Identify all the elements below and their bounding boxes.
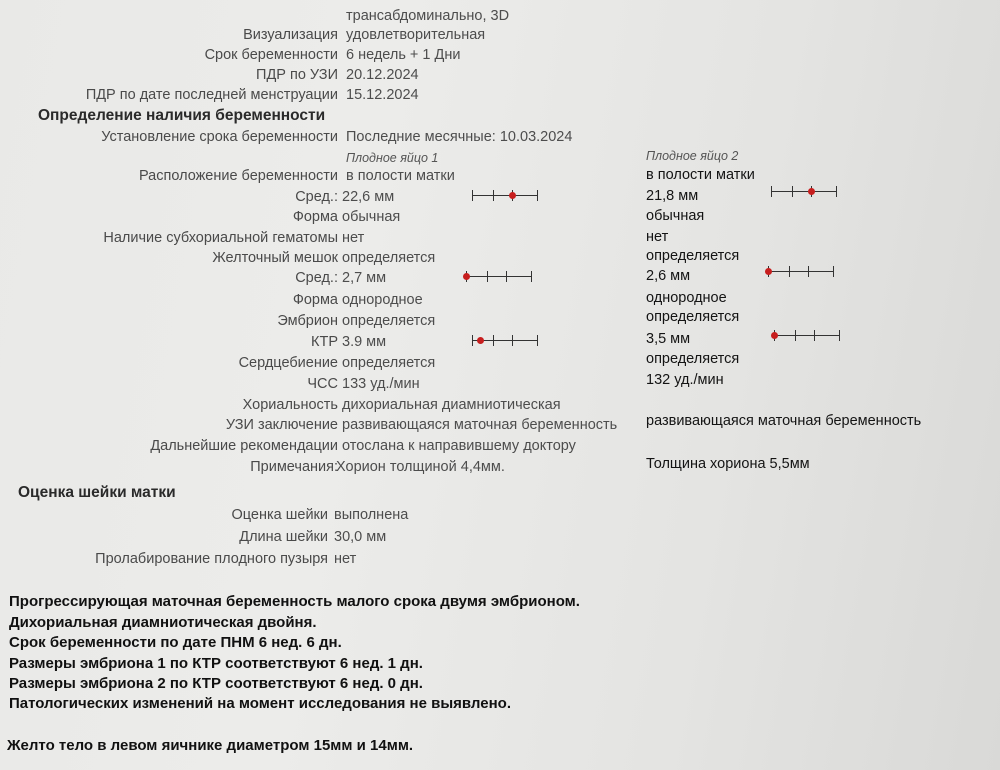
scale-tick	[531, 271, 532, 282]
edd-us-value: 20.12.2024	[346, 67, 419, 83]
chorionicity-value: дихориальная диамниотическая	[342, 397, 561, 413]
sac2-crl-scale	[774, 329, 840, 343]
sac2-hematoma: нет	[646, 229, 669, 245]
sac2-embryo: определяется	[646, 309, 740, 325]
conclusion-line: Прогрессирующая маточная беременность малого срока двумя эмбрионом.	[9, 593, 580, 610]
yolk-shape-label: Форма	[292, 292, 338, 308]
us-conclusion-label: УЗИ заключение	[225, 417, 338, 433]
col1-heading: Плодное яйцо 1	[346, 151, 439, 165]
scale-marker-dot	[509, 192, 516, 199]
scale-tick	[487, 271, 488, 282]
chorionicity-label: Хориальность	[242, 397, 338, 413]
sac2-notes: Толщина хориона 5,5мм	[646, 456, 810, 472]
sac1-avg: 22,6 мм	[342, 189, 395, 205]
recommend-value: отослана к направившему доктору	[342, 438, 576, 454]
scale-axis	[768, 271, 834, 272]
scale-tick	[493, 335, 494, 346]
cervix-length-label: Длина шейки	[239, 529, 328, 545]
sac1-hr: 133 уд./мин	[342, 376, 420, 392]
scale-marker-dot	[808, 188, 815, 195]
sac1-location: в полости матки	[346, 168, 455, 184]
term-value: 6 недель + 1 Дни	[346, 47, 461, 63]
visualization-value: удовлетворительная	[346, 27, 486, 43]
sac1-crl: 3.9 мм	[342, 334, 387, 350]
term-method-value: Последние месячные: 10.03.2024	[346, 129, 573, 145]
scale-tick	[493, 190, 494, 201]
sac1-notes: Хорион толщиной 4,4мм.	[336, 459, 505, 475]
cervix-heading: Оценка шейки матки	[18, 484, 176, 501]
scale-tick	[836, 186, 837, 197]
edd-lmp-value: 15.12.2024	[346, 87, 419, 103]
sac2-shape: обычная	[646, 208, 705, 224]
sac2-yolk-avg: 2,6 мм	[646, 268, 691, 284]
crl-label: КТР	[311, 334, 338, 350]
sac2-avg: 21,8 мм	[646, 188, 699, 204]
scale-tick	[512, 335, 513, 346]
sac1-avg-scale	[472, 189, 538, 203]
cervix-length-value: 30,0 мм	[334, 529, 387, 545]
access-value: трансабдоминально, 3D	[346, 8, 510, 24]
scale-tick	[839, 330, 840, 341]
scale-axis	[466, 276, 532, 277]
heartbeat-label: Сердцебиение	[238, 355, 338, 371]
conclusion-line: Размеры эмбриона 2 по КТР соответствуют 6 нед. 0 дн.	[9, 675, 423, 692]
sac1-yolk-scale	[466, 270, 532, 284]
yolk-avg-label: Сред.:	[295, 270, 338, 286]
col2-heading: Плодное яйцо 2	[646, 149, 739, 163]
conclusion-line: Патологических изменений на момент исследования не выявлено.	[9, 695, 511, 712]
sac1-shape: обычная	[342, 209, 401, 225]
sac1-heartbeat: определяется	[342, 355, 436, 371]
conclusion-line: Срок беременности по дате ПНМ 6 нед. 6 дн.	[9, 634, 342, 651]
scale-marker-dot	[771, 332, 778, 339]
prolapse-label: Пролабирование плодного пузыря	[95, 551, 328, 567]
term-label: Срок беременности	[204, 47, 338, 63]
scale-tick	[506, 271, 507, 282]
scale-tick	[795, 330, 796, 341]
conclusion-line: Размеры эмбриона 1 по КТР соответствуют 6 нед. 1 дн.	[9, 655, 423, 672]
hematoma-label: Наличие субхориальной гематомы	[103, 230, 338, 246]
embryo-label: Эмбрион	[277, 313, 338, 329]
term-method-label: Установление срока беременности	[101, 129, 338, 145]
recommend-label: Дальнейшие рекомендации	[150, 438, 338, 454]
sac2-location: в полости матки	[646, 167, 755, 183]
yolk-label: Желточный мешок	[212, 250, 338, 266]
sac1-us-conclusion: развивающаяся маточная беременность	[342, 417, 618, 433]
scale-tick	[789, 266, 790, 277]
notes-label: Примечания:	[250, 459, 338, 475]
scale-tick	[814, 330, 815, 341]
prolapse-value: нет	[334, 551, 357, 567]
scale-tick	[537, 335, 538, 346]
scale-tick	[771, 186, 772, 197]
sac1-yolk: определяется	[342, 250, 436, 266]
edd-lmp-label: ПДР по дате последней менструации	[85, 87, 338, 103]
scale-tick	[472, 335, 473, 346]
scale-tick	[833, 266, 834, 277]
visualization-label: Визуализация	[243, 27, 338, 43]
sac2-hr: 132 уд./мин	[646, 372, 724, 388]
scale-tick	[808, 266, 809, 277]
scale-marker-dot	[463, 273, 470, 280]
edd-us-label: ПДР по УЗИ	[256, 67, 338, 83]
scale-tick	[472, 190, 473, 201]
scale-tick	[792, 186, 793, 197]
scale-axis	[771, 191, 837, 192]
scale-marker-dot	[765, 268, 772, 275]
pregnancy-heading: Определение наличия беременности	[38, 107, 326, 124]
sac2-yolk-scale	[768, 265, 834, 279]
sac2-us-conclusion: развивающаяся маточная беременность	[646, 413, 922, 429]
sac-avg-label: Сред.:	[295, 189, 338, 205]
sac2-yolk-shape: однородное	[646, 290, 727, 306]
sac1-yolk-avg: 2,7 мм	[342, 270, 387, 286]
scale-tick	[537, 190, 538, 201]
sac1-embryo: определяется	[342, 313, 436, 329]
scale-marker-dot	[477, 337, 484, 344]
scale-axis	[472, 195, 538, 196]
corpus-luteum-note: Желто тело в левом яичнике диаметром 15мм и 14мм.	[7, 737, 414, 754]
sac2-avg-scale	[771, 185, 837, 199]
sac2-heartbeat: определяется	[646, 351, 740, 367]
location-label: Расположение беременности	[138, 168, 338, 184]
scale-axis	[774, 335, 840, 336]
sac1-yolk-shape: однородное	[342, 292, 423, 308]
sac1-crl-scale	[472, 334, 538, 348]
hr-label: ЧСС	[307, 376, 338, 392]
cervix-assessment-label: Оценка шейки	[231, 507, 328, 523]
sac1-hematoma: нет	[342, 230, 365, 246]
conclusion-line: Дихориальная диамниотическая двойня.	[9, 614, 317, 631]
cervix-assessment-value: выполнена	[334, 507, 409, 523]
shape-label: Форма	[292, 209, 338, 225]
sac2-yolk: определяется	[646, 248, 740, 264]
sac2-crl: 3,5 мм	[646, 331, 691, 347]
